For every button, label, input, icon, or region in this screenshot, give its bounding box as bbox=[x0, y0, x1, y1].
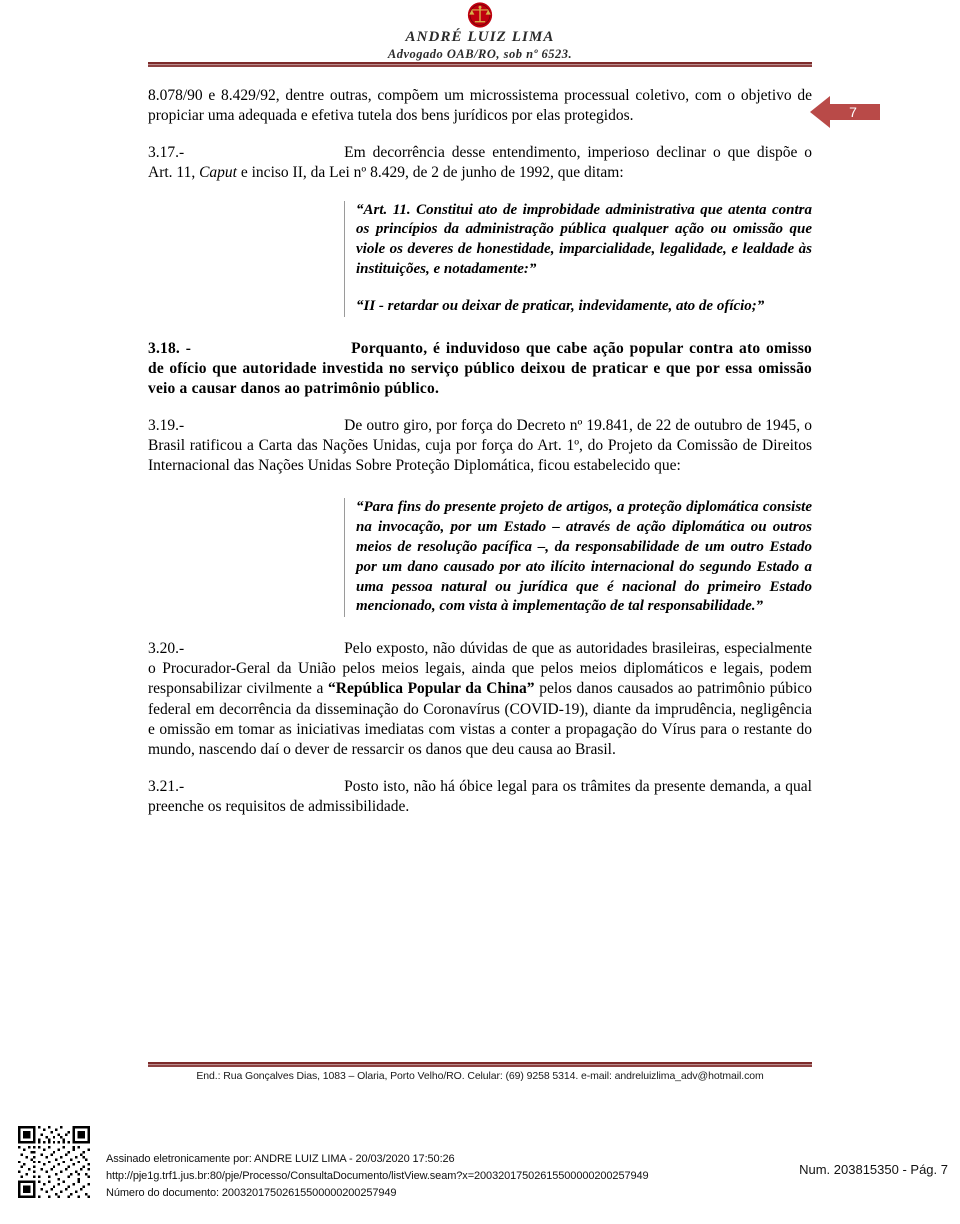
quote-art-11-inciso-ii: “II - retardar ou deixar de praticar, indevidamente, ato de ofício;” bbox=[356, 297, 765, 314]
paragraph-3-20-text-a: Pelo exposto, não dúvidas de que as autoridades brasileiras, especialmente o Procurador-Geral da União pelos meios legais, ainda que pelos meios diplomáticos e legais, podem responsabilizar civilmente a bbox=[148, 640, 812, 698]
paragraph-continuation: 8.078/90 e 8.429/92, dentre outras, compõem um microssistema processual coletivo, com o objetivo de propiciar uma adequada e efetiva tutela dos bens jurídicos por elas protegidos. bbox=[148, 87, 812, 125]
paragraph-3-18 bbox=[148, 339, 812, 399]
paragraph-3-21 bbox=[148, 777, 812, 817]
letterhead bbox=[0, 0, 960, 62]
paragraph-3-17-text-a: Em decorrência desse entendimento, imperioso declinar o que dispõe o Art. 11, bbox=[148, 144, 812, 182]
header-divider bbox=[148, 62, 812, 67]
paragraph-3-19-text: De outro giro, por força do Decreto nº 19.841, de 22 de outubro de 1945, o Brasil ratificou a Carta das Nações Unidas, cuja por força do Art. 1º, do Projeto da Comissão de Direitos Internacional das Nações Unidas Sobre Proteção Diplomática, ficou estabelecido que: bbox=[148, 416, 812, 475]
paragraph-3-18-text: Porquanto, é induvidoso que cabe ação popular contra ato omisso de ofício que autoridade investida no serviço público deixou de praticar e que por essa omissão veio a causar danos ao patrimônio público. bbox=[148, 339, 813, 397]
quote-protecao-diplomatica-text: “Para fins do presente projeto de artigos, a proteção diplomática consiste na invocação, por um Estado – através de ação diplomática ou outros meios de resolução pacífica –, da responsabilidade de um outro Estado por um dano causado por ato ilícito internacional do segundo Estado a uma pessoa natural ou jurídica que é nacional do primeiro Estado mencionado, com vista à implementação de tal responsabilidade.” bbox=[356, 499, 812, 615]
paragraph-3-17-italic-term: Caput bbox=[199, 164, 237, 182]
paragraph-3-20-bold-term: “República Popular da China” bbox=[328, 680, 535, 698]
quote-block-protecao-diplomatica bbox=[344, 498, 812, 617]
quote-block-art-11 bbox=[344, 201, 812, 317]
paragraph-3-20 bbox=[148, 639, 812, 760]
signature-url-line: http://pje1g.trf1.jus.br:80/pje/Processo/ConsultaDocumento/listView.seam?x=20032017502615500000200257949 bbox=[106, 1170, 649, 1183]
signature-text-block bbox=[106, 1151, 649, 1202]
paragraph-3-17-text-b: e inciso II, da Lei nº 8.429, de 2 de junho de 1992, que ditam: bbox=[237, 164, 624, 182]
electronic-signature-stamp bbox=[18, 1126, 948, 1206]
paragraph-3-19-number: 3.19.- bbox=[148, 416, 185, 434]
scales-of-justice-seal-icon bbox=[467, 2, 493, 28]
paragraph-3-17 bbox=[148, 143, 812, 183]
page-marker-number: 7 bbox=[849, 104, 857, 120]
footer-divider bbox=[148, 1062, 812, 1067]
quote-art-11-caput: “Art. 11. Constitui ato de improbidade administrativa que atenta contra os princípios da administração pública qualquer ação ou omissão que viole os deveres de honestidade, imparcialidade, legalidade, e lealdade às instituições, e notadamente:” bbox=[356, 201, 812, 277]
footer-address: End.: Rua Gonçalves Dias, 1083 – Olaria, Porto Velho/RO. Celular: (69) 9258 5314. e-mail: andreluizlima_adv@hotmail.com bbox=[196, 1070, 764, 1082]
document-page-reference: Num. 203815350 - Pág. 7 bbox=[799, 1162, 948, 1177]
paragraph-3-17-number: 3.17.- bbox=[148, 144, 185, 162]
paragraph-3-20-number: 3.20.- bbox=[148, 640, 185, 658]
lawyer-name: ANDRÉ LUIZ LIMA bbox=[405, 29, 555, 45]
signed-by-line: Assinado eletronicamente por: ANDRE LUIZ LIMA - 20/03/2020 17:50:26 bbox=[106, 1153, 455, 1165]
document-number-line: Número do documento: 20032017502615500000200257949 bbox=[106, 1187, 397, 1200]
qr-code-icon bbox=[18, 1126, 90, 1198]
page-marker-arrow bbox=[810, 93, 880, 131]
lawyer-registration: Advogado OAB/RO, sob nº 6523. bbox=[387, 47, 573, 62]
paragraph-3-19 bbox=[148, 416, 812, 476]
paragraph-3-18-number: 3.18. - bbox=[148, 339, 192, 357]
paragraph-3-21-number: 3.21.- bbox=[148, 778, 185, 796]
document-body bbox=[148, 86, 812, 817]
paragraph-3-20-text-b: pelos danos causados ao patrimônio púbico federal em decorrência da disseminação do Coronavírus (COVID-19), diante da imprudência, negligência e omissão em tomar as iniciativas imediatas com vistas a conter a propagação do Vírus para o restante do mundo, nascendo daí o dever de ressarcir os danos que deu causa ao Brasil. bbox=[148, 680, 812, 758]
paragraph-3-21-text: Posto isto, não há óbice legal para os trâmites da presente demanda, a qual preenche os requisitos de admissibilidade. bbox=[148, 778, 812, 816]
